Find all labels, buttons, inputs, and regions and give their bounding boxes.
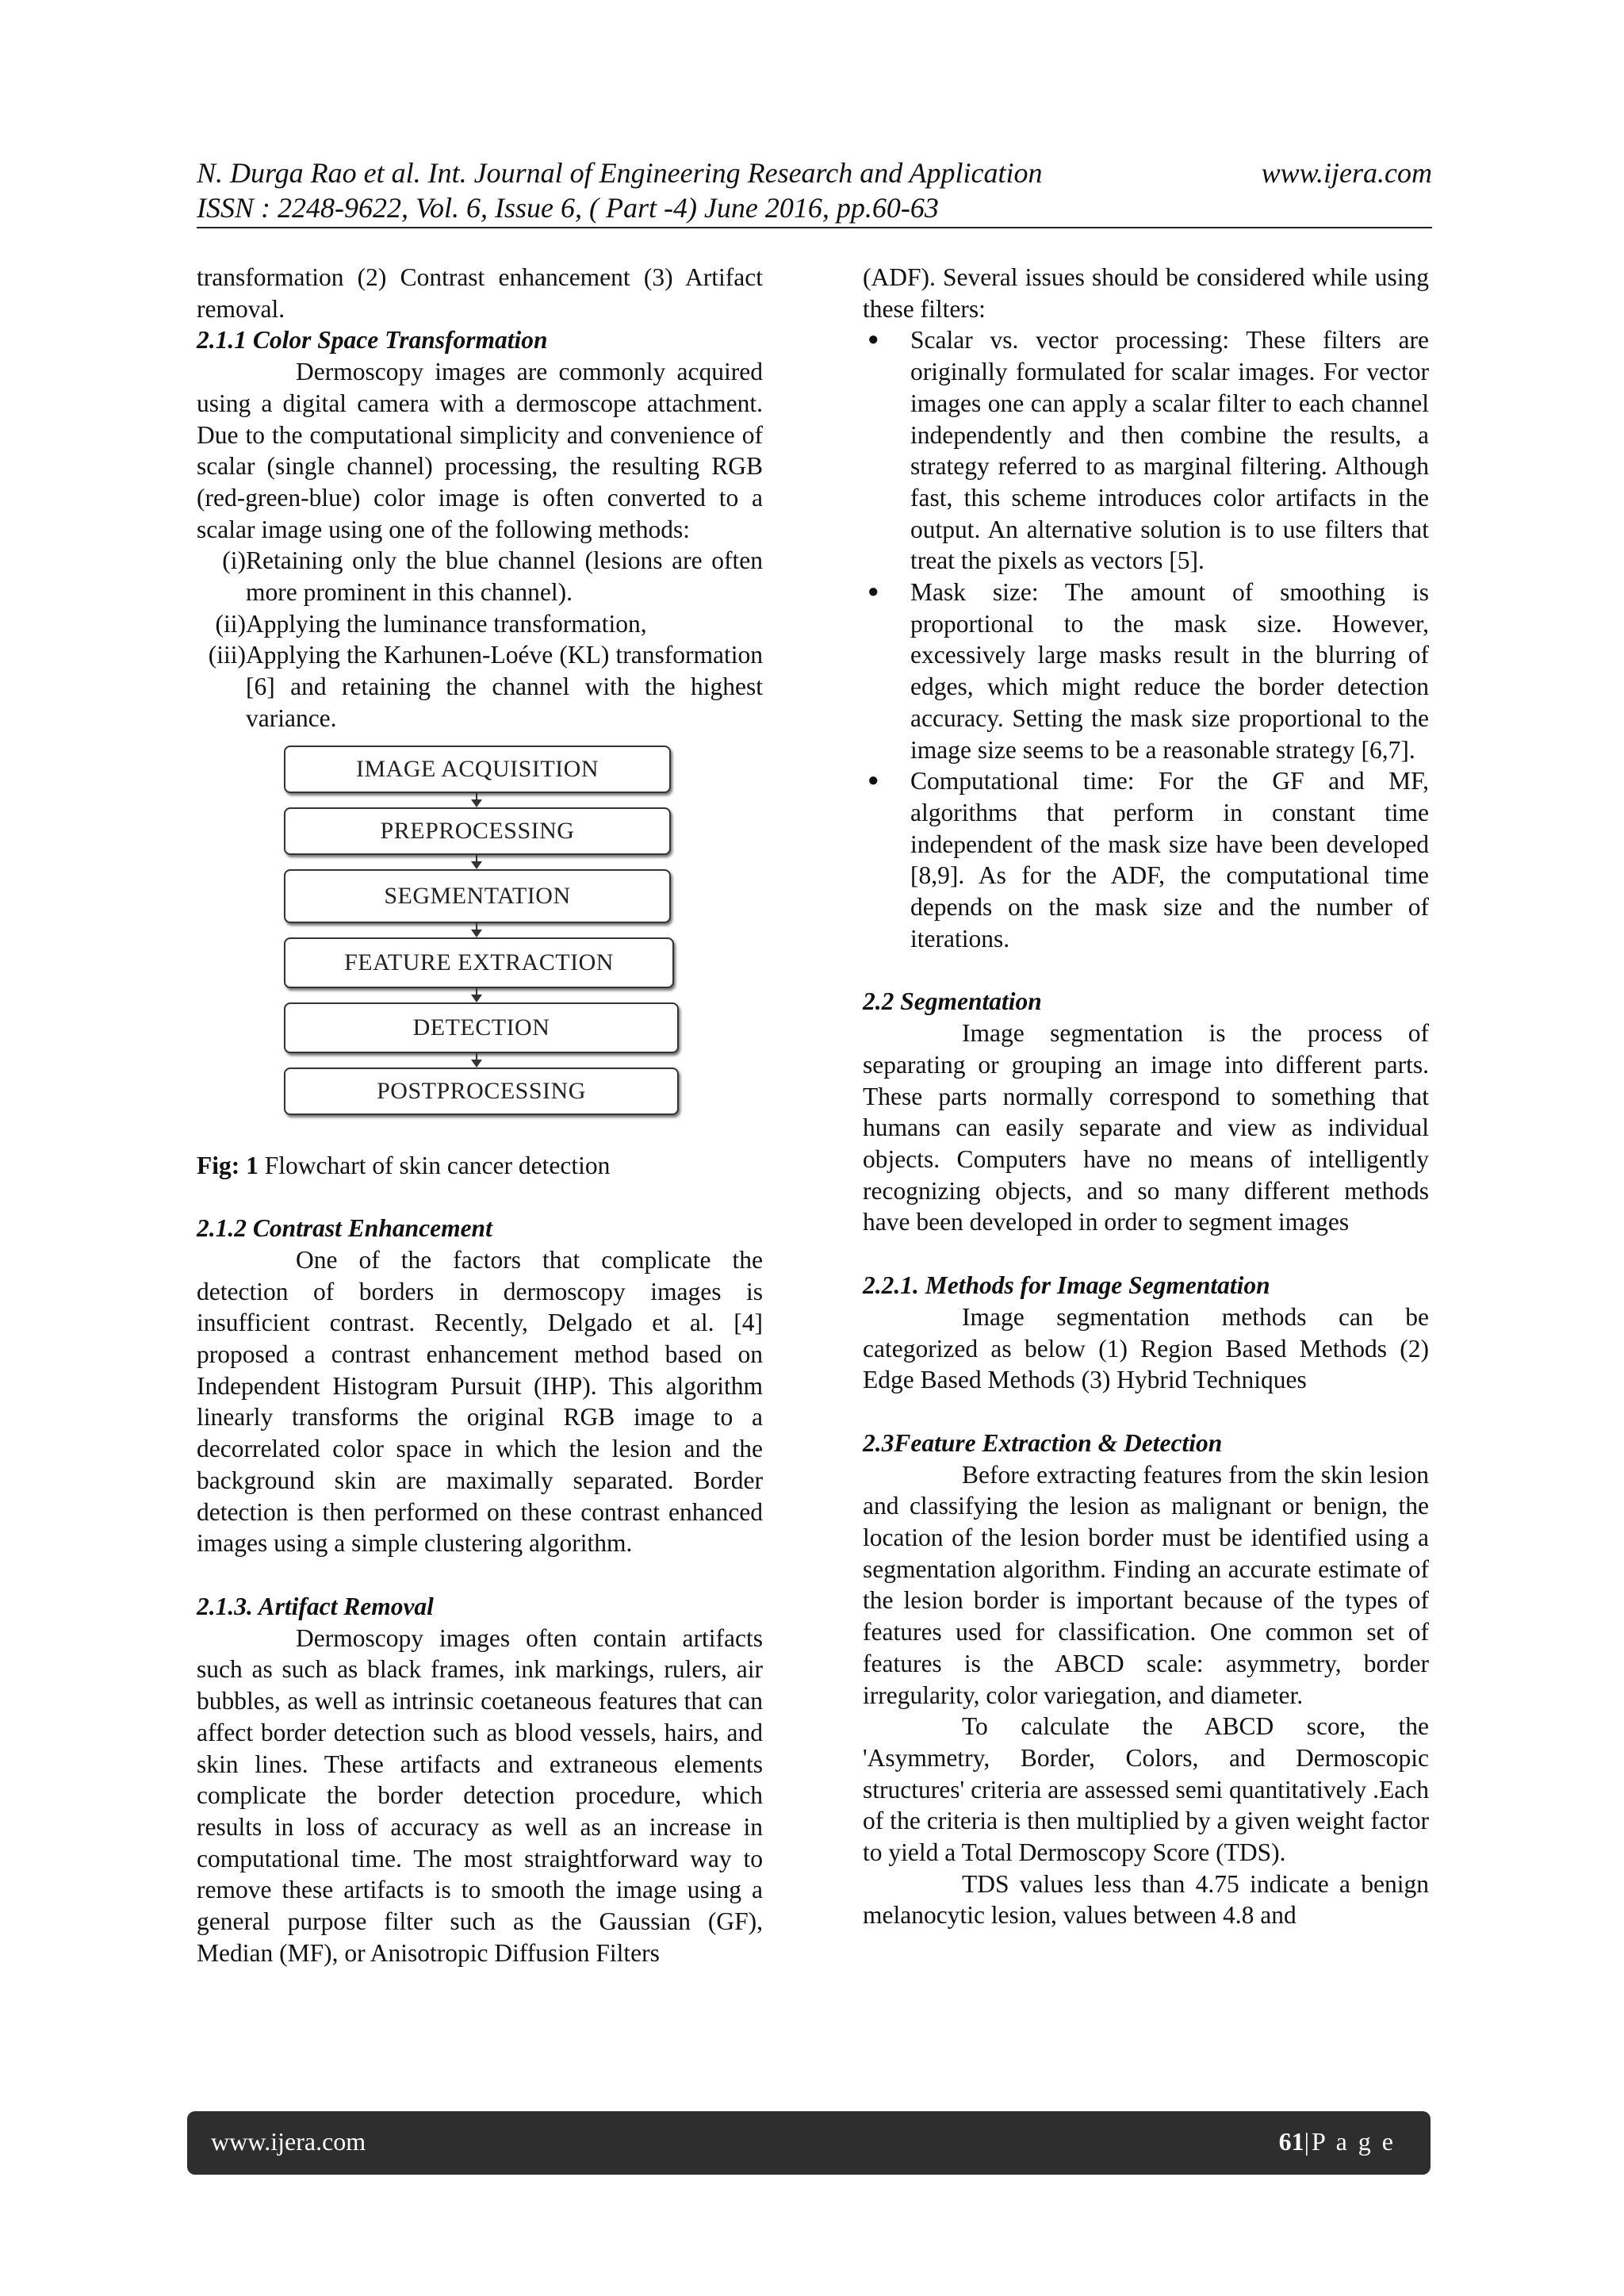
paragraph: Before extracting features from the skin lesion and classifying the lesion as malignant or benign, the location of the lesion border must be identified using a segmentation algorithm. Finding an accurate estimate of the lesion border is important because of the types of features used for classification. One common set of features is the ABCD scale: asymmetry, border irregularity, color variegation, and diameter. xyxy=(863,1460,1429,1709)
filter-issues-list xyxy=(863,324,1429,954)
flow-arrow xyxy=(476,987,477,1001)
figure-caption xyxy=(197,1150,763,1182)
flow-box-postprocessing: POSTPROCESSING xyxy=(284,1068,679,1115)
bullet-icon: ● xyxy=(868,581,879,603)
list-item xyxy=(197,545,763,608)
section-heading: 2.1.1 Color Space Transformation xyxy=(197,326,548,355)
list-item-text: Computational time: For the GF and MF, algorithms that perform in constant time independent of the mask size have been developed [8,9]. As for the ADF, the computational time depends on the mask size and the number of iterations. xyxy=(910,767,1429,953)
list-item-text: Scalar vs. vector processing: These filters are originally formulated for scalar images. For vector images one can apply a scalar filter to each channel independently and then combine the results, a strategy referred to as marginal filtering. Although fast, this scheme introduces color artifacts in the output. An alternative solution is to use filters that treat the pixels as vectors [5]. xyxy=(910,326,1429,575)
paragraph: (ADF). Several issues should be considered while using these filters: xyxy=(863,263,1429,323)
paragraph: One of the factors that complicate the detection of borders in dermoscopy images is insufficient contrast. Recently, Delgado et al. [4] proposed a contrast enhancement method based on Independent Histogram Pursuit (IHP). This algorithm linearly transforms the original RGB image to a decorrelated color space in which the lesion and the background skin are maximally separated. Border detection is then performed on these contrast enhanced images using a simple clustering algorithm. xyxy=(197,1245,763,1558)
paragraph: transformation (2) Contrast enhancement (3) Artifact removal. xyxy=(197,263,763,323)
bullet-icon: ● xyxy=(868,770,879,792)
right-column xyxy=(863,262,1429,1931)
header-rule xyxy=(197,227,1432,228)
flow-arrow xyxy=(476,853,477,868)
list-number: (iii) xyxy=(208,641,246,669)
flow-box-preprocessing: PREPROCESSING xyxy=(284,807,671,855)
section-heading: 2.1.3. Artifact Removal xyxy=(197,1592,434,1620)
journal-citation: N. Durga Rao et al. Int. Journal of Engineering Research and Application xyxy=(197,157,1043,189)
left-column xyxy=(197,262,763,1968)
section-heading: 2.2.1. Methods for Image Segmentation xyxy=(863,1271,1270,1300)
list-item xyxy=(197,639,763,734)
bullet-icon: ● xyxy=(868,329,879,351)
page-footer xyxy=(187,2111,1431,2175)
list-item xyxy=(197,608,763,640)
paragraph: TDS values less than 4.75 indicate a benign melanocytic lesion, values between 4.8 and xyxy=(863,1869,1429,1930)
flow-arrow xyxy=(476,792,477,806)
page-number-value: 61 xyxy=(1278,2127,1304,2156)
flow-arrow xyxy=(476,922,477,936)
list-item xyxy=(863,577,1429,765)
paragraph: Image segmentation methods can be categorized as below (1) Region Based Methods (2) Edge Based Methods (3) Hybrid Techniques xyxy=(863,1302,1429,1394)
list-item-text: Applying the luminance transformation, xyxy=(246,609,647,638)
flow-arrow xyxy=(476,1052,477,1066)
flow-box-detection: DETECTION xyxy=(284,1002,679,1053)
flow-box-segmentation: SEGMENTATION xyxy=(284,869,671,923)
section-heading: 2.2 Segmentation xyxy=(863,987,1042,1016)
list-item xyxy=(863,324,1429,577)
methods-list xyxy=(197,545,763,734)
journal-url[interactable]: www.ijera.com xyxy=(1261,157,1432,189)
page-label: |P a g e xyxy=(1304,2127,1396,2156)
issn-line: ISSN : 2248-9622, Vol. 6, Issue 6, ( Part -4) June 2016, pp.60-63 xyxy=(197,192,939,224)
list-item-text: Applying the Karhunen-Loéve (KL) transformation [6] and retaining the channel with the highest variance. xyxy=(246,641,763,732)
caption-label: Fig: 1 xyxy=(197,1151,259,1179)
flowchart xyxy=(197,746,763,1150)
page-number xyxy=(1279,2127,1396,2156)
list-number: (i) xyxy=(222,546,246,575)
flow-box-feature-extraction: FEATURE EXTRACTION xyxy=(284,937,674,988)
list-number: (ii) xyxy=(215,609,246,638)
paragraph: Image segmentation is the process of separating or grouping an image into different parts. These parts normally correspond to something that humans can easily separate and view as individual objects. Computers have no means of intelligently recognizing objects, and so many different methods have been developed in order to segment images xyxy=(863,1019,1429,1236)
list-item-text: Mask size: The amount of smoothing is proportional to the mask size. However, excessively large masks result in the blurring of edges, which might reduce the border detection accuracy. Setting the mask size proportional to the image size seems to be a reasonable strategy [6,7]. xyxy=(910,578,1429,764)
flow-box-image-acquisition: IMAGE ACQUISITION xyxy=(284,746,671,793)
journal-header xyxy=(197,155,1432,190)
paragraph: Dermoscopy images are commonly acquired using a digital camera with a dermoscope attachment. Due to the computational simplicity and convenience of scalar (single channel) processing, the resulting RGB (red-green-blue) color image is often converted to a scalar image using one of the following methods: xyxy=(197,358,763,543)
paragraph: To calculate the ABCD score, the 'Asymmetry, Border, Colors, and Dermoscopic structures' criteria are assessed semi quantitatively .Each of the criteria is then multiplied by a given weight factor to yield a Total Dermoscopy Score (TDS). xyxy=(863,1712,1429,1867)
list-item-text: Retaining only the blue channel (lesions are often more prominent in this channel). xyxy=(246,546,763,607)
section-heading: 2.3Feature Extraction & Detection xyxy=(863,1428,1223,1457)
paragraph: Dermoscopy images often contain artifacts such as such as black frames, ink markings, rulers, air bubbles, as well as intrinsic coetaneous features that can affect border detection such as blood vessels, hairs, and skin lines. These artifacts and extraneous elements complicate the border detection procedure, which results in loss of accuracy as well as an increase in computational time. The most straightforward way to remove these artifacts is to smooth the image using a general purpose filter such as the Gaussian (GF), Median (MF), or Anisotropic Diffusion Filters xyxy=(197,1623,763,1967)
list-item xyxy=(863,765,1429,954)
section-heading: 2.1.2 Contrast Enhancement xyxy=(197,1214,492,1243)
caption-text: Flowchart of skin cancer detection xyxy=(264,1151,611,1179)
footer-url[interactable]: www.ijera.com xyxy=(211,2127,366,2156)
